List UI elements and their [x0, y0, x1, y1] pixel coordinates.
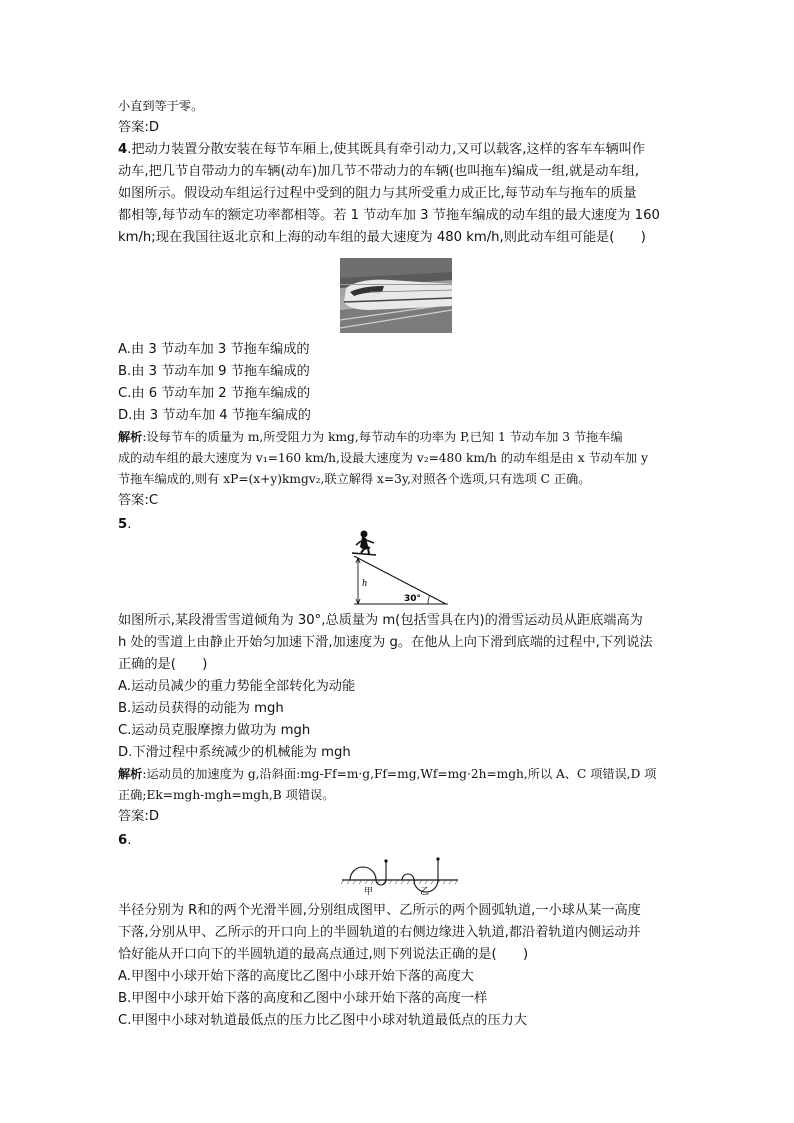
question-4-option-a: A.由 3 节动车加 3 节拖车编成的	[118, 342, 310, 357]
question-5-number-line: 5.	[118, 517, 132, 532]
explanation-label: 解析	[118, 767, 143, 781]
ball-icon	[436, 857, 439, 860]
question-4-answer: 答案:C	[118, 493, 159, 508]
question-5	[118, 514, 678, 828]
slope-diagram	[344, 528, 448, 608]
ski-slope-figure	[344, 528, 448, 608]
question-6-stem-line-3: 恰好能从开口向下的半圆轨道的最高点通过,则下列说法正确的是( )	[118, 947, 529, 962]
question-5-option-d: D.下滑过程中系统减少的机械能为 mgh	[118, 745, 351, 760]
semicircle-tracks-figure	[340, 852, 460, 896]
question-4	[118, 139, 678, 512]
question-5-stem-line-2: h 处的雪道上由静止开始匀加速下滑,加速度为 g。在他从上向下滑到底端的过程中,下列说法	[118, 635, 653, 650]
question-4-option-d: D.由 3 节动车加 4 节拖车编成的	[118, 408, 311, 423]
question-4-stem-line-2: 动车,把几节自带动力的车辆(动车)加几节不带动力的车辆(也叫拖车)编成一组,就是动车组,	[118, 164, 640, 179]
continued-explanation: 小直到等于零。	[118, 99, 204, 113]
ball-icon	[384, 859, 387, 862]
question-number: 5	[118, 517, 128, 532]
question-4-stem-line-4: 都相等,每节动车的额定功率都相等。若 1 节动车加 3 节拖车编成的动车组的最大速度为 160	[118, 208, 660, 223]
question-6-option-c: C.甲图中小球对轨道最低点的压力比乙图中小球对轨道最低点的压力大	[118, 1013, 528, 1028]
question-4-explanation-line-1: 解析:设每节车的质量为 m,所受阻力为 kmg,每节动车的功率为 P,已知 1 节动车加 3 节拖车编	[118, 430, 623, 444]
explanation-label: 解析	[118, 430, 143, 444]
question-5-explanation-line-1: 解析:运动员的加速度为 g,沿斜面:mg-Ff=m·g,Ff=mg,Wf=mg·2h=mgh,所以 A、C 项错误,D 项	[118, 767, 657, 781]
question-5-stem-line-1: 如图所示,某段滑雪雪道倾角为 30°,总质量为 m(包括雪具在内)的滑雪运动员从距底端高为	[118, 613, 643, 628]
question-5-explanation-line-2: 正确;Ek=mgh-mgh=mgh,B 项错误。	[118, 788, 335, 802]
question-number: 4	[118, 142, 128, 157]
tracks-diagram	[340, 852, 460, 896]
question-4-option-b: B.由 3 节动车加 9 节拖车编成的	[118, 364, 310, 379]
question-6-number-line: 6.	[118, 833, 132, 848]
answer-previous: 答案:D	[118, 120, 159, 135]
bullet-train-image	[340, 258, 452, 333]
label-yi: 乙	[420, 887, 430, 896]
question-4-stem-line-3: 如图所示。假设动车组运行过程中受到的阻力与其所受重力成正比,每节动车与拖车的质量	[118, 186, 637, 201]
question-5-stem-line-3: 正确的是( )	[118, 657, 208, 672]
question-6-stem-line-2: 下落,分别从甲、乙所示的开口向上的半圆轨道的右侧边缘进入轨道,都沿着轨道内侧运动并	[118, 925, 641, 940]
question-4-stem-line-5: km/h;现在我国往返北京和上海的动车组的最大速度为 480 km/h,则此动车组可能是( )	[118, 230, 646, 245]
question-6-option-a: A.甲图中小球开始下落的高度比乙图中小球开始下落的高度大	[118, 969, 474, 984]
height-label: h	[362, 578, 367, 589]
question-4-explanation-line-3: 节拖车编成的,则有 xP=(x+y)kmgv₂,联立解得 x=3y,对照各个选项,只有选项 C 正确。	[118, 472, 591, 486]
train-photo	[340, 258, 452, 333]
question-4-option-c: C.由 6 节动车加 2 节拖车编成的	[118, 386, 311, 401]
question-6	[118, 830, 678, 1032]
question-6-option-b: B.甲图中小球开始下落的高度和乙图中小球开始下落的高度一样	[118, 991, 488, 1006]
document-page	[118, 96, 678, 1032]
question-4-explanation-line-2: 成的动车组的最大速度为 v₁=160 km/h,设最大速度为 v₂=480 km/h 的动车组是由 x 节动车加 y	[118, 451, 648, 465]
question-6-stem-line-1: 半径分别为 R和的两个光滑半圆,分别组成图甲、乙所示的两个圆弧轨道,一小球从某一高度	[118, 903, 641, 918]
angle-label: 30°	[404, 594, 422, 604]
question-5-answer: 答案:D	[118, 809, 159, 824]
question-4-stem-line-1: 4.把动力装置分散安装在每节车厢上,使其既具有牵引动力,又可以载客,这样的客车车辆叫作	[118, 142, 646, 157]
skier-head-icon	[361, 531, 368, 538]
label-jia: 甲	[364, 887, 374, 896]
question-5-option-a: A.运动员减少的重力势能全部转化为动能	[118, 679, 356, 694]
question-number: 6	[118, 833, 128, 848]
question-5-option-c: C.运动员克服摩擦力做功为 mgh	[118, 723, 311, 738]
question-5-option-b: B.运动员获得的动能为 mgh	[118, 701, 284, 716]
